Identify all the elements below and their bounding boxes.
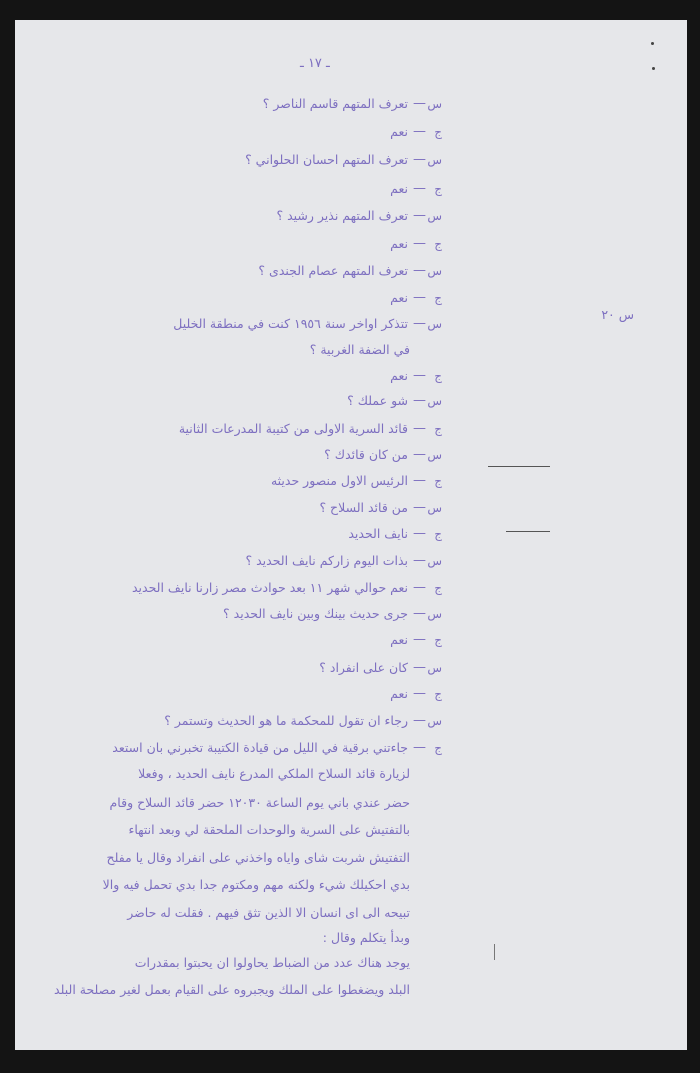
line-dash: — <box>413 124 426 139</box>
line-dash: — <box>413 393 426 408</box>
line-dash: — <box>413 526 426 541</box>
transcript-line: نعم <box>390 290 408 305</box>
line-marker: ج <box>434 182 442 196</box>
transcript-line: البلد ويضغطوا على الملك ويجبروه على القيام بعمل لغير مصلحة البلد <box>54 982 410 997</box>
speck <box>652 67 655 70</box>
line-dash: — <box>413 290 426 305</box>
line-marker: س <box>427 264 442 278</box>
transcript-line: نعم <box>390 632 408 647</box>
line-marker: س <box>427 661 442 675</box>
line-dash: — <box>413 632 426 647</box>
margin-tick <box>494 944 495 960</box>
transcript-line: بالتفتيش على السرية والوحدات الملحقة لي وبعد انتهاء <box>128 822 410 837</box>
transcript-line: نعم <box>390 368 408 383</box>
transcript-line: نعم حوالي شهر ١١ بعد حوادث مصر زارنا نايف الحديد <box>131 580 408 595</box>
transcript-line: بذات اليوم زاركم نايف الحديد ؟ <box>245 553 408 568</box>
line-marker: ج <box>434 741 442 755</box>
margin-note: س ٢٠ <box>601 307 634 322</box>
line-dash: — <box>413 606 426 621</box>
transcript-line: نعم <box>390 236 408 251</box>
line-marker: ج <box>434 581 442 595</box>
transcript-line: قائد السرية الاولى من كتيبة المدرعات الثانية <box>178 421 408 436</box>
line-dash: — <box>413 580 426 595</box>
transcript-line: نعم <box>390 686 408 701</box>
transcript-line: حضر عندي باني يوم الساعة ١٢٠٣٠ حضر قائد السلاح وقام <box>109 795 410 810</box>
transcript-line: من قائد السلاح ؟ <box>319 500 408 515</box>
transcript-line: تعرف المتهم نذير رشيد ؟ <box>276 208 408 223</box>
line-dash: — <box>413 96 426 111</box>
line-dash: — <box>413 208 426 223</box>
line-marker: ج <box>434 474 442 488</box>
line-marker: س <box>427 153 442 167</box>
speck <box>651 42 654 45</box>
line-marker: س <box>427 209 442 223</box>
transcript-line: رجاء ان تقول للمحكمة ما هو الحديث وتستمر ؟ <box>164 713 408 728</box>
line-dash: — <box>413 181 426 196</box>
transcript-line: في الضفة الغربية ؟ <box>309 342 410 357</box>
transcript-line: تعرف المتهم قاسم الناصر ؟ <box>262 96 408 111</box>
page-number: ـ ١٧ ـ <box>300 56 330 71</box>
line-dash: — <box>413 263 426 278</box>
transcript-line: نايف الحديد <box>348 526 408 541</box>
transcript-line: نعم <box>390 124 408 139</box>
transcript-line: وبدأ يتكلم وقال : <box>322 930 410 945</box>
line-dash: — <box>413 473 426 488</box>
line-marker: ج <box>434 527 442 541</box>
line-dash: — <box>413 421 426 436</box>
line-marker: س <box>427 554 442 568</box>
margin-rule <box>506 531 550 532</box>
line-dash: — <box>413 553 426 568</box>
line-marker: ج <box>434 237 442 251</box>
line-dash: — <box>413 316 426 331</box>
transcript-line: جرى حديث بينك وبين نايف الحديد ؟ <box>223 606 408 621</box>
line-dash: — <box>413 236 426 251</box>
transcript-line: كان على انفراد ؟ <box>319 660 408 675</box>
line-marker: ج <box>434 369 442 383</box>
line-dash: — <box>413 447 426 462</box>
line-dash: — <box>413 740 426 755</box>
line-marker: س <box>427 317 442 331</box>
line-dash: — <box>413 686 426 701</box>
line-marker: ج <box>434 422 442 436</box>
line-dash: — <box>413 368 426 383</box>
transcript-line: يوجد هناك عدد من الضباط يحاولوا ان يحبتوا بمقدرات <box>134 955 410 970</box>
line-marker: ج <box>434 687 442 701</box>
transcript-line: التفتيش شربت شاى واياه واخذني على انفراد وقال يا مفلح <box>106 850 410 865</box>
line-marker: س <box>427 394 442 408</box>
transcript-line: تعرف المتهم عصام الجندى ؟ <box>258 263 408 278</box>
transcript-line: من كان قائدك ؟ <box>324 447 408 462</box>
margin-rule <box>488 466 550 467</box>
transcript-line: بدي احكيلك شيء ولكنه مهم ومكتوم جدا بدي تحمل فيه والا <box>102 877 410 892</box>
line-dash: — <box>413 713 426 728</box>
line-dash: — <box>413 152 426 167</box>
line-dash: — <box>413 660 426 675</box>
transcript-line: تعرف المتهم احسان الحلواني ؟ <box>245 152 408 167</box>
line-marker: ج <box>434 291 442 305</box>
line-marker: س <box>427 607 442 621</box>
transcript-line: تتذكر اواخر سنة ١٩٥٦ كنت في منطقة الخليل <box>173 316 408 331</box>
line-marker: ج <box>434 633 442 647</box>
line-marker: س <box>427 448 442 462</box>
line-marker: س <box>427 501 442 515</box>
line-marker: س <box>427 97 442 111</box>
transcript-line: لزيارة قائد السلاح الملكي المدرع نايف الحديد ، وفعلا <box>138 766 410 781</box>
transcript-line: الرئيس الاول منصور حديثه <box>270 473 408 488</box>
transcript-line: جاءتني برقية في الليل من قيادة الكتيبة تخبرني بان استعد <box>112 740 408 755</box>
line-marker: ج <box>434 125 442 139</box>
line-dash: — <box>413 500 426 515</box>
transcript-line: تبيحه الى اى انسان الا الذين تثق فيهم . فقلت له حاضر <box>127 905 410 920</box>
line-marker: س <box>427 714 442 728</box>
transcript-line: شو عملك ؟ <box>347 393 408 408</box>
transcript-line: نعم <box>390 181 408 196</box>
